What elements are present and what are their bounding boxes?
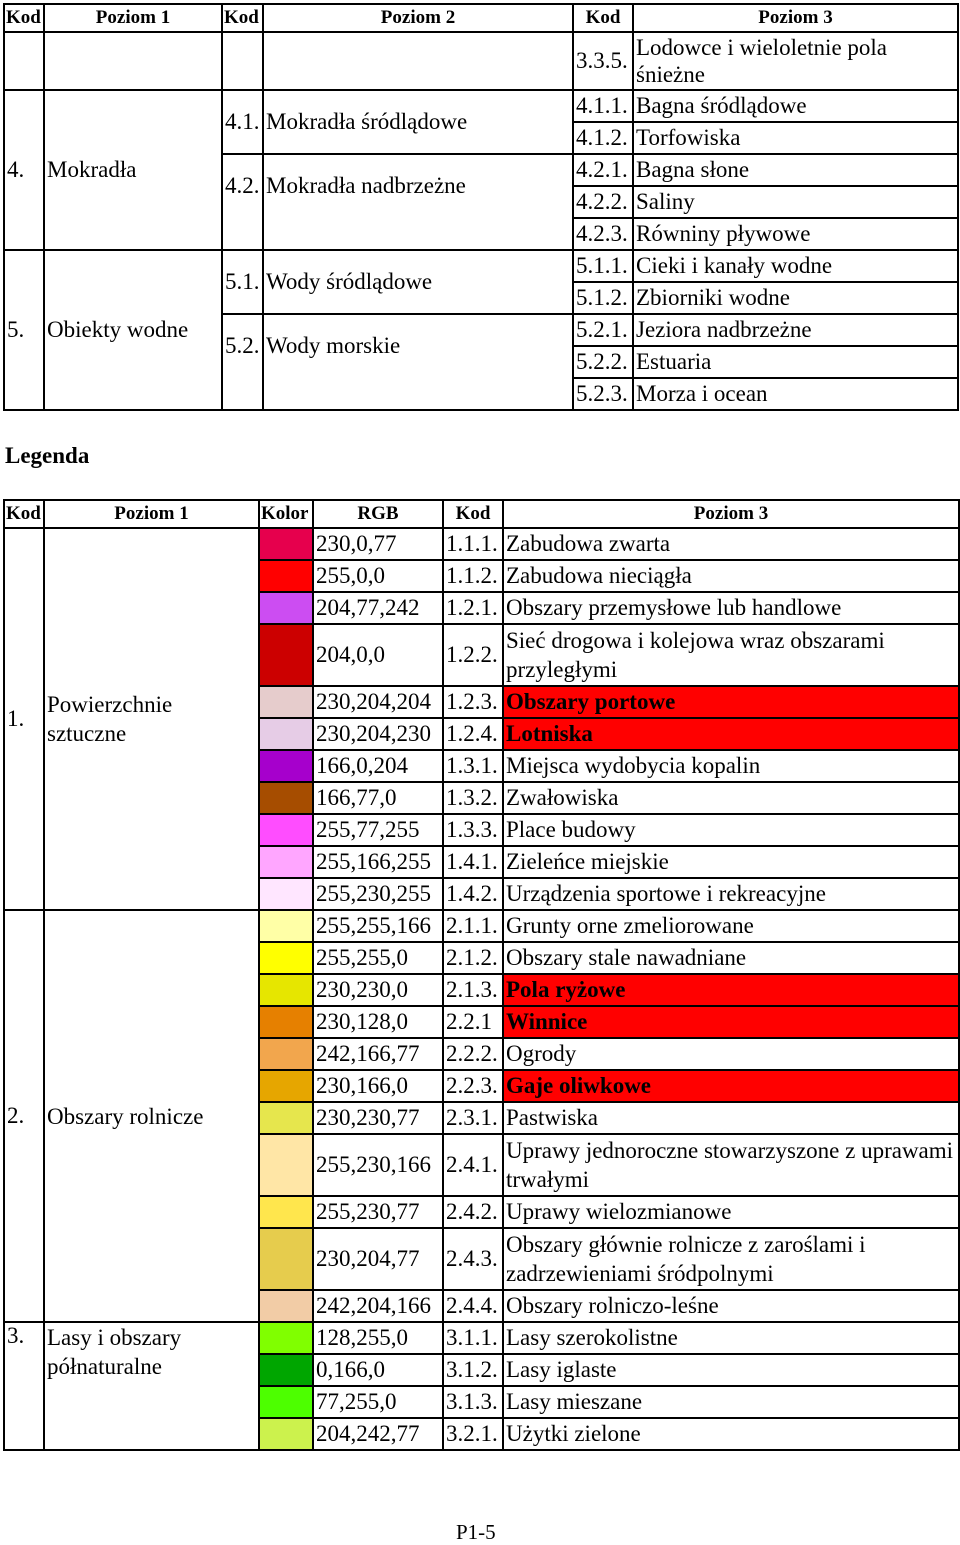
name3-cell: Gaje oliwkowe bbox=[503, 1070, 959, 1102]
kod3-cell: 1.4.1. bbox=[443, 846, 503, 878]
group-name: Powierzchnie sztuczne bbox=[44, 528, 259, 910]
kod3-cell: 1.2.3. bbox=[443, 686, 503, 718]
group-kod: 5. bbox=[4, 250, 44, 410]
header-poziom2: Poziom 2 bbox=[263, 4, 573, 32]
name3-cell: Zabudowa nieciągła bbox=[503, 560, 959, 592]
name3-cell: Grunty orne zmeliorowane bbox=[503, 910, 959, 942]
rgb-cell: 204,77,242 bbox=[313, 592, 443, 624]
kod3-cell: 1.3.3. bbox=[443, 814, 503, 846]
rgb-cell: 230,204,77 bbox=[313, 1228, 443, 1290]
name3-cell: Pola ryżowe bbox=[503, 974, 959, 1006]
kod3-cell: 1.1.1. bbox=[443, 528, 503, 560]
kod3-cell: 2.1.2. bbox=[443, 942, 503, 974]
name3-cell: Jeziora nadbrzeżne bbox=[633, 314, 958, 346]
rgb-cell: 242,166,77 bbox=[313, 1038, 443, 1070]
legend-row bbox=[4, 528, 959, 560]
color-swatch bbox=[259, 942, 313, 974]
kod3-cell: 2.3.1. bbox=[443, 1102, 503, 1134]
color-swatch bbox=[259, 782, 313, 814]
kod3-cell: 2.4.4. bbox=[443, 1290, 503, 1322]
name3-cell: Torfowiska bbox=[633, 122, 958, 154]
kod3-cell: 4.1.1. bbox=[573, 90, 633, 122]
rgb-cell: 230,204,230 bbox=[313, 718, 443, 750]
group-name: Lasy i obszary półnaturalne bbox=[44, 1322, 259, 1450]
color-swatch bbox=[259, 1102, 313, 1134]
kod3-cell: 3.3.5. bbox=[573, 32, 633, 90]
color-swatch bbox=[259, 750, 313, 782]
rgb-cell: 255,230,255 bbox=[313, 878, 443, 910]
color-swatch bbox=[259, 974, 313, 1006]
subgroup-name: Wody śródlądowe bbox=[263, 250, 573, 314]
kod3-cell: 3.1.1. bbox=[443, 1322, 503, 1354]
rgb-cell: 166,0,204 bbox=[313, 750, 443, 782]
header-kod1: Kod bbox=[4, 500, 44, 528]
color-swatch bbox=[259, 1418, 313, 1450]
color-swatch bbox=[259, 718, 313, 750]
name3-cell: Cieki i kanały wodne bbox=[633, 250, 958, 282]
name3-cell: Estuaria bbox=[633, 346, 958, 378]
color-swatch bbox=[259, 1354, 313, 1386]
kod3-cell: 1.2.4. bbox=[443, 718, 503, 750]
name3-cell: Lasy iglaste bbox=[503, 1354, 959, 1386]
name3-cell: Równiny pływowe bbox=[633, 218, 958, 250]
color-swatch bbox=[259, 814, 313, 846]
rgb-cell: 230,204,204 bbox=[313, 686, 443, 718]
subgroup-kod: 4.2. bbox=[222, 154, 263, 250]
name3-cell: Obszary przemysłowe lub handlowe bbox=[503, 592, 959, 624]
kod3-cell: 5.1.1. bbox=[573, 250, 633, 282]
kod3-cell: 2.4.1. bbox=[443, 1134, 503, 1196]
name3-cell: Zabudowa zwarta bbox=[503, 528, 959, 560]
kod3-cell: 5.2.2. bbox=[573, 346, 633, 378]
legend-row bbox=[4, 910, 959, 942]
color-swatch bbox=[259, 1038, 313, 1070]
group-name: Obszary rolnicze bbox=[44, 910, 259, 1322]
kod3-cell: 3.2.1. bbox=[443, 1418, 503, 1450]
kod3-cell: 2.2.2. bbox=[443, 1038, 503, 1070]
name3-cell: Uprawy jednoroczne stowarzyszone z uprawami trwałymi bbox=[503, 1134, 959, 1196]
rgb-cell: 255,0,0 bbox=[313, 560, 443, 592]
rgb-cell: 255,166,255 bbox=[313, 846, 443, 878]
name3-cell: Winnice bbox=[503, 1006, 959, 1038]
rgb-cell: 204,0,0 bbox=[313, 624, 443, 686]
legend-table bbox=[3, 499, 960, 1451]
color-swatch bbox=[259, 1386, 313, 1418]
kod3-cell: 2.4.2. bbox=[443, 1196, 503, 1228]
name3-cell: Place budowy bbox=[503, 814, 959, 846]
kod3-cell: 3.1.3. bbox=[443, 1386, 503, 1418]
rgb-cell: 0,166,0 bbox=[313, 1354, 443, 1386]
header-kolor: Kolor bbox=[259, 500, 313, 528]
group-kod: 1. bbox=[4, 528, 44, 910]
page-number: P1-5 bbox=[456, 1520, 496, 1544]
name3-cell: Zwałowiska bbox=[503, 782, 959, 814]
table-row bbox=[4, 32, 958, 90]
color-swatch bbox=[259, 1134, 313, 1196]
rgb-cell: 242,204,166 bbox=[313, 1290, 443, 1322]
color-swatch bbox=[259, 1006, 313, 1038]
name3-cell: Lasy szerokolistne bbox=[503, 1322, 959, 1354]
header-kod3: Kod bbox=[573, 4, 633, 32]
kod3-cell: 1.1.2. bbox=[443, 560, 503, 592]
rgb-cell: 230,230,77 bbox=[313, 1102, 443, 1134]
rgb-cell: 230,230,0 bbox=[313, 974, 443, 1006]
header-kod2: Kod bbox=[222, 4, 263, 32]
kod3-cell: 1.2.1. bbox=[443, 592, 503, 624]
kod3-cell: 5.2.3. bbox=[573, 378, 633, 410]
kod3-cell: 4.2.3. bbox=[573, 218, 633, 250]
name3-cell: Użytki zielone bbox=[503, 1418, 959, 1450]
color-swatch bbox=[259, 1228, 313, 1290]
kod3-cell: 4.2.1. bbox=[573, 154, 633, 186]
color-swatch bbox=[259, 1196, 313, 1228]
rgb-cell: 255,255,166 bbox=[313, 910, 443, 942]
color-swatch bbox=[259, 592, 313, 624]
rgb-cell: 230,166,0 bbox=[313, 1070, 443, 1102]
color-swatch bbox=[259, 686, 313, 718]
kod3-cell: 4.2.2. bbox=[573, 186, 633, 218]
rgb-cell: 230,0,77 bbox=[313, 528, 443, 560]
header-rgb: RGB bbox=[313, 500, 443, 528]
kod3-cell: 1.2.2. bbox=[443, 624, 503, 686]
table-header-row bbox=[4, 4, 958, 32]
subgroup-name: Mokradła nadbrzeżne bbox=[263, 154, 573, 250]
name3-cell: Obszary portowe bbox=[503, 686, 959, 718]
name3-cell: Miejsca wydobycia kopalin bbox=[503, 750, 959, 782]
table-row bbox=[4, 250, 958, 282]
color-swatch bbox=[259, 1290, 313, 1322]
color-swatch bbox=[259, 910, 313, 942]
subgroup-name: Mokradła śródlądowe bbox=[263, 90, 573, 154]
rgb-cell: 255,230,166 bbox=[313, 1134, 443, 1196]
subgroup-kod: 4.1. bbox=[222, 90, 263, 154]
name3-cell: Urządzenia sportowe i rekreacyjne bbox=[503, 878, 959, 910]
kod3-cell: 2.1.1. bbox=[443, 910, 503, 942]
color-swatch bbox=[259, 528, 313, 560]
kod3-cell: 5.1.2. bbox=[573, 282, 633, 314]
kod3-cell: 2.4.3. bbox=[443, 1228, 503, 1290]
group-name: Mokradła bbox=[44, 90, 222, 250]
subgroup-name: Wody morskie bbox=[263, 314, 573, 410]
header-kod1: Kod bbox=[4, 4, 44, 32]
name3-cell: Obszary głównie rolnicze z zaroślami i zadrzewieniami śródpolnymi bbox=[503, 1228, 959, 1290]
name3-cell: Bagna słone bbox=[633, 154, 958, 186]
name3-cell: Uprawy wielozmianowe bbox=[503, 1196, 959, 1228]
name3-cell: Bagna śródlądowe bbox=[633, 90, 958, 122]
name3-cell: Lotniska bbox=[503, 718, 959, 750]
color-swatch bbox=[259, 1070, 313, 1102]
header-kod3: Kod bbox=[443, 500, 503, 528]
subgroup-kod: 5.2. bbox=[222, 314, 263, 410]
header-poziom1: Poziom 1 bbox=[44, 500, 259, 528]
name3-cell: Pastwiska bbox=[503, 1102, 959, 1134]
legend-body bbox=[4, 528, 959, 1450]
color-swatch bbox=[259, 624, 313, 686]
rgb-cell: 128,255,0 bbox=[313, 1322, 443, 1354]
name3-cell: Lasy mieszane bbox=[503, 1386, 959, 1418]
kod3-cell: 1.3.2. bbox=[443, 782, 503, 814]
legend-row bbox=[4, 1322, 959, 1354]
table-row bbox=[4, 90, 958, 122]
color-swatch bbox=[259, 1322, 313, 1354]
kod3-cell: 3.1.2. bbox=[443, 1354, 503, 1386]
color-swatch bbox=[259, 846, 313, 878]
name3-cell: Zieleńce miejskie bbox=[503, 846, 959, 878]
subgroup-kod: 5.1. bbox=[222, 250, 263, 314]
rgb-cell: 166,77,0 bbox=[313, 782, 443, 814]
kod3-cell: 4.1.2. bbox=[573, 122, 633, 154]
rgb-cell: 77,255,0 bbox=[313, 1386, 443, 1418]
name3-cell: Morza i ocean bbox=[633, 378, 958, 410]
name3-cell: Sieć drogowa i kolejowa wraz obszarami przyległymi bbox=[503, 624, 959, 686]
rgb-cell: 230,128,0 bbox=[313, 1006, 443, 1038]
kod3-cell: 2.2.1 bbox=[443, 1006, 503, 1038]
kod3-cell: 5.2.1. bbox=[573, 314, 633, 346]
kod3-cell: 2.2.3. bbox=[443, 1070, 503, 1102]
name3-cell: Ogrody bbox=[503, 1038, 959, 1070]
color-swatch bbox=[259, 560, 313, 592]
name3-cell: Zbiorniki wodne bbox=[633, 282, 958, 314]
name3-cell: Lodowce i wieloletnie pola śnieżne bbox=[633, 32, 958, 90]
header-poziom3: Poziom 3 bbox=[503, 500, 959, 528]
table-header-row bbox=[4, 500, 959, 528]
color-swatch bbox=[259, 878, 313, 910]
group-kod: 3. bbox=[4, 1322, 44, 1450]
header-poziom3: Poziom 3 bbox=[633, 4, 958, 32]
group-name: Obiekty wodne bbox=[44, 250, 222, 410]
kod3-cell: 1.3.1. bbox=[443, 750, 503, 782]
kod3-cell: 2.1.3. bbox=[443, 974, 503, 1006]
name3-cell: Obszary rolniczo-leśne bbox=[503, 1290, 959, 1322]
name3-cell: Obszary stale nawadniane bbox=[503, 942, 959, 974]
group-kod: 4. bbox=[4, 90, 44, 250]
kod3-cell: 1.4.2. bbox=[443, 878, 503, 910]
rgb-cell: 255,77,255 bbox=[313, 814, 443, 846]
rgb-cell: 255,255,0 bbox=[313, 942, 443, 974]
header-poziom1: Poziom 1 bbox=[44, 4, 222, 32]
rgb-cell: 255,230,77 bbox=[313, 1196, 443, 1228]
level-table bbox=[3, 3, 959, 411]
rgb-cell: 204,242,77 bbox=[313, 1418, 443, 1450]
legend-title: Legenda bbox=[5, 443, 90, 468]
group-kod: 2. bbox=[4, 910, 44, 1322]
name3-cell: Saliny bbox=[633, 186, 958, 218]
